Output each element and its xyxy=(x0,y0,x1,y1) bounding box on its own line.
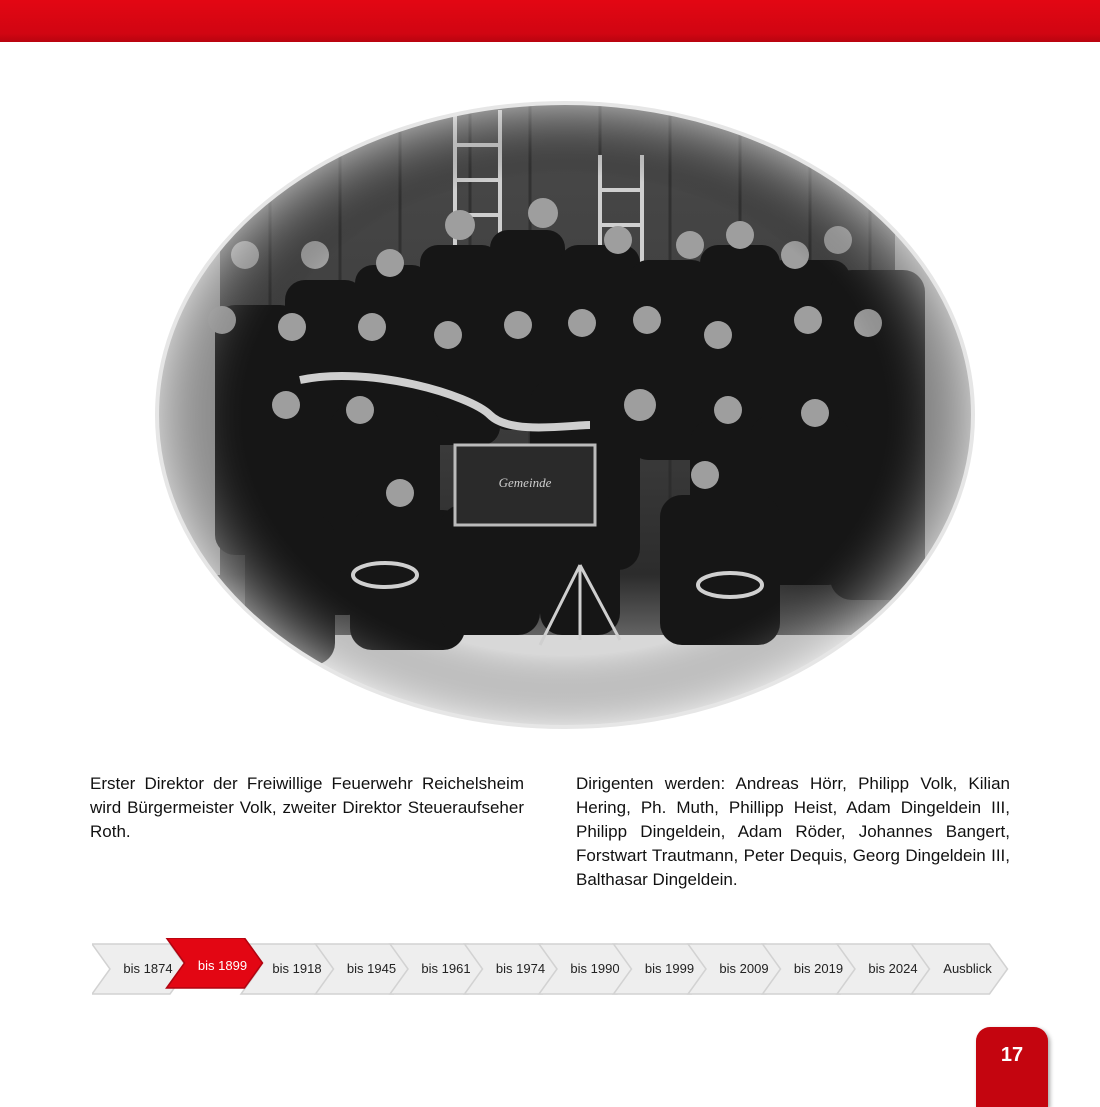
timeline-item[interactable]: bis 2019 xyxy=(793,961,844,976)
top-header-bar xyxy=(0,0,1100,42)
timeline-navigation xyxy=(92,938,1012,1000)
timeline-item[interactable]: Ausblick xyxy=(943,961,992,976)
timeline-item[interactable]: bis 1918 xyxy=(272,961,322,976)
timeline-item[interactable]: bis 2009 xyxy=(719,961,769,976)
timeline-item[interactable]: bis 1874 xyxy=(123,961,173,976)
timeline-item[interactable]: bis 1999 xyxy=(644,961,695,976)
text-column-right: Dirigenten werden: Andreas Hörr, Philipp Volk, Kilian Hering, Ph. Muth, Phillipp Heist, Adam Dingeldein III, Philipp Dingeldein, Adam Röder, Johannes Bangert, Forstwart Trautmann, Peter Dequis, Georg Dingeldein III, Balthasar Dingeldein. xyxy=(576,774,1010,889)
timeline-item[interactable]: bis 1899 xyxy=(197,958,248,973)
timeline-item[interactable]: bis 1990 xyxy=(570,961,620,976)
historical-photo xyxy=(150,95,980,735)
page-number-tab xyxy=(976,1027,1048,1107)
timeline-item[interactable]: bis 1945 xyxy=(346,961,397,976)
timeline-item[interactable]: bis 1961 xyxy=(421,961,471,976)
text-column-left: Erster Direktor der Freiwillige Feuerwehr Reichelsheim wird Bürgermeister Volk, zweiter Direktor Steueraufseher Roth. xyxy=(90,774,524,841)
page-number: 17 xyxy=(1000,1044,1024,1066)
timeline-item[interactable]: bis 2024 xyxy=(868,961,918,976)
timeline-item[interactable]: bis 1974 xyxy=(495,961,546,976)
